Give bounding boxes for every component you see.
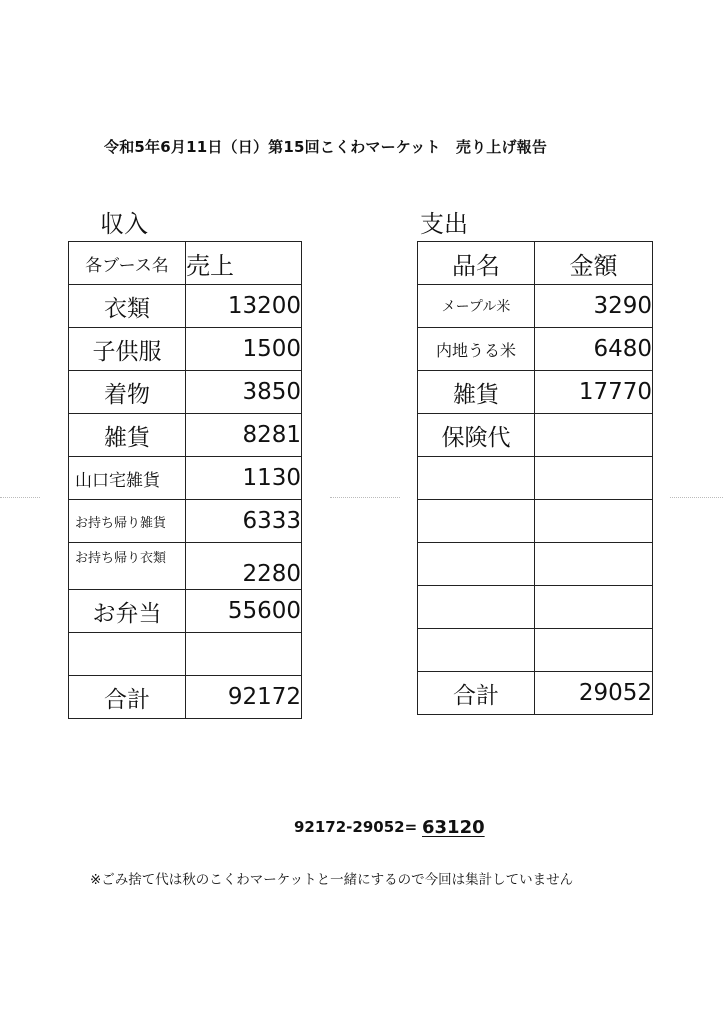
income-row-value: 6333 xyxy=(186,500,302,543)
expense-row-name: 雑貨 xyxy=(418,371,535,414)
income-row-name: 着物 xyxy=(69,371,186,414)
table-row xyxy=(418,414,653,457)
scan-artifact-left xyxy=(0,497,40,499)
table-row xyxy=(69,500,302,543)
scan-artifact-middle xyxy=(330,497,400,499)
expense-total-value: 29052 xyxy=(535,672,653,715)
income-header-name: 各ブース名 xyxy=(69,242,186,285)
table-row xyxy=(418,500,653,543)
income-row-value: 13200 xyxy=(186,285,302,328)
expense-row-name xyxy=(418,586,535,629)
expense-row-name xyxy=(418,500,535,543)
income-table xyxy=(68,241,302,719)
table-row xyxy=(418,285,653,328)
table-row xyxy=(69,457,302,500)
table-row xyxy=(69,285,302,328)
income-total-value: 92172 xyxy=(186,676,302,719)
income-row-name: お弁当 xyxy=(69,590,186,633)
expense-header-name: 品名 xyxy=(418,242,535,285)
expense-table xyxy=(417,241,653,715)
expense-row-value: 3290 xyxy=(535,285,653,328)
expense-row-name xyxy=(418,457,535,500)
expense-row-value: 6480 xyxy=(535,328,653,371)
expense-row-value xyxy=(535,457,653,500)
calculation-result: 63120 xyxy=(422,817,485,838)
footnote: ※ごみ捨て代は秋のこくわマーケットと一緒にするので今回は集計していません xyxy=(90,872,574,888)
income-row-value: 8281 xyxy=(186,414,302,457)
expense-row-value xyxy=(535,414,653,457)
report-title: 令和5年6月11日（日）第15回こくわマーケット 売り上げ報告 xyxy=(104,138,548,156)
table-row xyxy=(418,457,653,500)
income-row-name: 子供服 xyxy=(69,328,186,371)
table-header-row xyxy=(418,242,653,285)
income-row-value: 1130 xyxy=(186,457,302,500)
income-row-value xyxy=(186,633,302,676)
table-row xyxy=(69,543,302,590)
income-total-label: 合計 xyxy=(69,676,186,719)
expense-row-value: 17770 xyxy=(535,371,653,414)
calculation-expression: 92172-29052= xyxy=(294,818,418,836)
expense-row-value xyxy=(535,629,653,672)
income-row-name: 山口宅雑貨 xyxy=(69,457,186,500)
expense-row-value xyxy=(535,586,653,629)
expense-row-name xyxy=(418,543,535,586)
expense-row-name: 内地うる米 xyxy=(418,328,535,371)
table-row xyxy=(418,629,653,672)
table-row xyxy=(418,328,653,371)
table-total-row xyxy=(69,676,302,719)
expense-row-value xyxy=(535,500,653,543)
table-row xyxy=(69,414,302,457)
income-row-name: お持ち帰り雑貨 xyxy=(69,500,186,543)
income-row-name xyxy=(69,633,186,676)
table-row xyxy=(418,586,653,629)
expense-row-name: 保険代 xyxy=(418,414,535,457)
expense-row-name: メープル米 xyxy=(418,285,535,328)
table-row xyxy=(69,328,302,371)
income-header-value: 売上 xyxy=(186,242,302,285)
income-row-value: 3850 xyxy=(186,371,302,414)
income-row-value: 55600 xyxy=(186,590,302,633)
table-row xyxy=(418,543,653,586)
income-row-name: 衣類 xyxy=(69,285,186,328)
expense-label: 支出 xyxy=(420,210,468,238)
expense-total-label: 合計 xyxy=(418,672,535,715)
income-row-name: 雑貨 xyxy=(69,414,186,457)
expense-row-name xyxy=(418,629,535,672)
table-row xyxy=(69,633,302,676)
income-row-value: 2280 xyxy=(186,543,302,590)
income-row-value: 1500 xyxy=(186,328,302,371)
expense-header-value: 金額 xyxy=(535,242,653,285)
table-row xyxy=(69,590,302,633)
table-row xyxy=(418,371,653,414)
table-total-row xyxy=(418,672,653,715)
income-row-name: お持ち帰り衣類 xyxy=(69,543,186,590)
table-row xyxy=(69,371,302,414)
scan-artifact-right xyxy=(670,497,723,499)
table-header-row xyxy=(69,242,302,285)
income-label: 収入 xyxy=(100,210,148,238)
expense-row-value xyxy=(535,543,653,586)
